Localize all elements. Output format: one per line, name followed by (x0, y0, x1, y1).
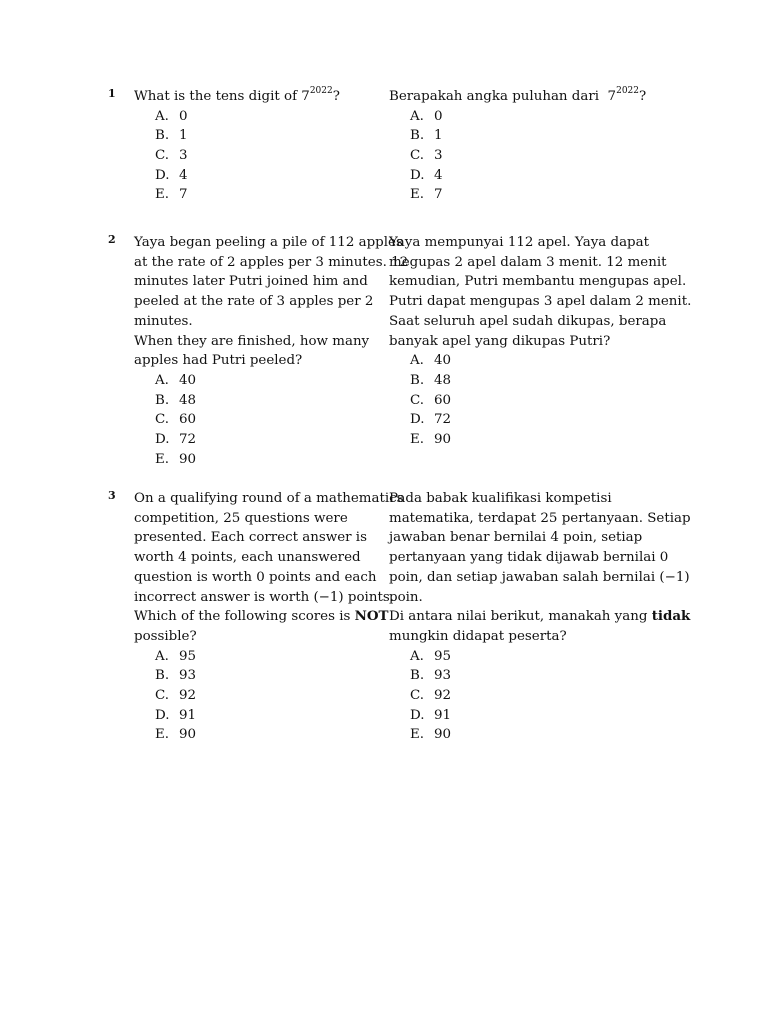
question-stem-en: Yaya began peeling a pile of 112 apples at the rate of 2 apples per 3 minutes. 12 minutes later Putri joined him and peeled at the rate of 3 apples per 2 minutes. When they are finished, how many apples had Putri peeled? (134, 235, 409, 369)
option-c[interactable]: C. 3 (410, 148, 443, 164)
option-d[interactable]: D. 4 (410, 167, 443, 183)
option-d[interactable]: D. 72 (155, 431, 197, 447)
option-e[interactable]: E. 90 (155, 727, 197, 743)
option-e[interactable]: E. 7 (155, 187, 188, 203)
question-stem-en: On a qualifying round of a mathematics competition, 25 questions were presented. Each correct answer is worth 4 points, each unanswered question is worth 0 points and each incorrect answer is worth (−1) points. Which of the following scores is NOT possible? (134, 491, 404, 644)
option-b[interactable]: B. 93 (155, 668, 197, 684)
options-list-en (134, 371, 378, 469)
option-b[interactable]: B. 1 (155, 128, 188, 144)
option-a[interactable]: A. 40 (155, 372, 197, 388)
options-list-id (389, 351, 661, 449)
question-en (134, 489, 404, 745)
question-stem-en: What is the tens digit of $7^{2022}$? (134, 86, 340, 104)
option-a[interactable]: A. 0 (410, 108, 443, 124)
options-list-en (134, 107, 378, 205)
option-c[interactable]: C. 92 (155, 688, 197, 703)
question-stem-id: Berapakah angka puluhan dari $7^{2022}$? (389, 86, 647, 104)
question-stem-id: Yaya mempunyai 112 apel. Yaya dapat megupas 2 apel dalam 3 menit. 12 menit kemudian, Putri membantu mengupas apel. Putri dapat mengupas 3 apel dalam 2 menit. Saat seluruh apel sudah dikupas, berapa banyak apel yang dikupas Putri? (389, 235, 692, 349)
option-d[interactable]: D. 4 (155, 167, 188, 183)
option-d[interactable]: D. 91 (410, 707, 452, 723)
question-en (134, 233, 409, 469)
question-id (389, 489, 691, 745)
emphasis-tidak: tidak (651, 608, 691, 625)
option-a[interactable]: A. 40 (410, 353, 452, 369)
options-list-id (389, 647, 661, 745)
question-number: 3 (108, 489, 116, 502)
option-c[interactable]: C. 60 (155, 412, 197, 428)
option-e[interactable]: E. 7 (410, 187, 443, 203)
question-en (134, 87, 378, 205)
option-c[interactable]: C. 3 (155, 148, 188, 164)
option-d[interactable]: D. 91 (155, 707, 197, 723)
option-d[interactable]: D. 72 (410, 412, 452, 428)
question-id (389, 87, 661, 205)
option-c[interactable]: C. 60 (410, 392, 452, 408)
option-b[interactable]: B. 93 (410, 668, 452, 684)
emphasis-not: NOT (354, 608, 389, 625)
option-e[interactable]: E. 90 (155, 451, 197, 467)
option-b[interactable]: B. 48 (410, 372, 452, 388)
question-id (389, 233, 692, 450)
option-a[interactable]: A. 95 (155, 648, 197, 664)
options-list-id (389, 107, 661, 205)
question-stem-id: Pada babak kualifikasi kompetisi matematika, terdapat 25 pertanyaan. Setiap jawaban benar bernilai 4 poin, setiap pertanyaan yang tidak dijawab bernilai 0 poin, dan setiap jawaban salah bernilai (−1) poin. Di antara nilai berikut, manakah yang tidak mungkin didapat peserta? (389, 491, 691, 644)
option-e[interactable]: E. 90 (410, 431, 452, 447)
option-e[interactable]: E. 90 (410, 727, 452, 743)
option-b[interactable]: B. 48 (155, 392, 197, 408)
option-c[interactable]: C. 92 (410, 688, 452, 703)
option-a[interactable]: A. 0 (155, 108, 188, 124)
question-number: 1 (108, 87, 116, 100)
option-a[interactable]: A. 95 (410, 648, 452, 664)
question-number: 2 (108, 233, 116, 246)
option-b[interactable]: B. 1 (410, 128, 443, 144)
options-list-en (134, 647, 378, 745)
